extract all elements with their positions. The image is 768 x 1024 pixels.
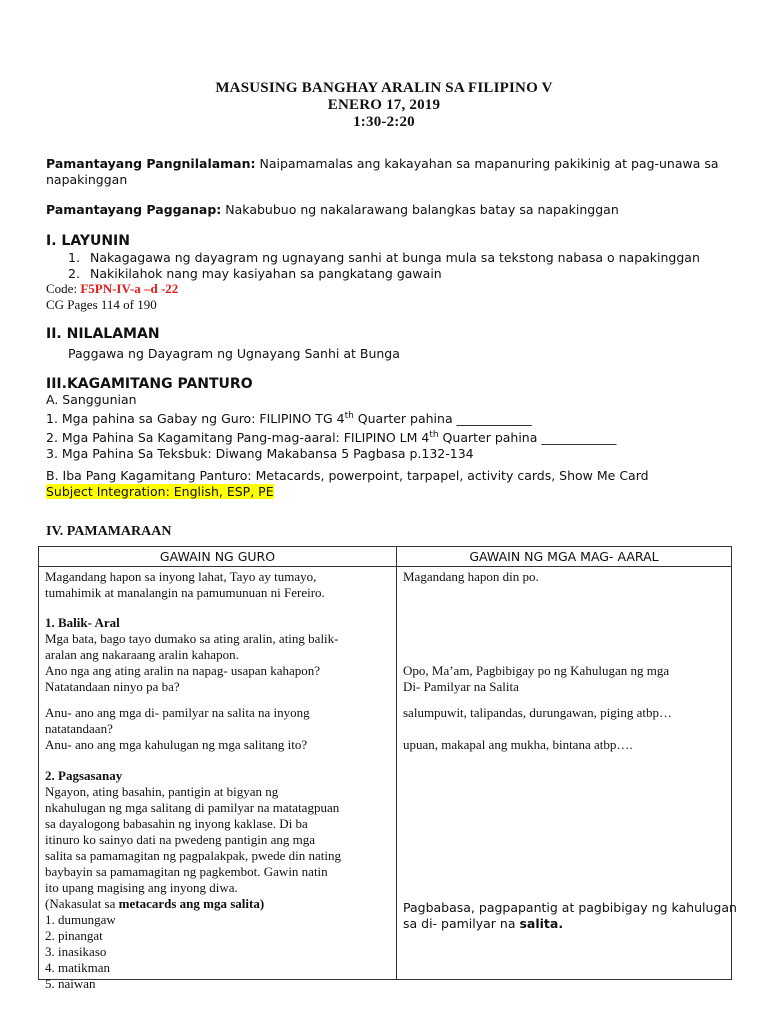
procedure-table (38, 546, 737, 991)
other-materials (46, 468, 746, 500)
code-value: F5PN-IV-a –d -22 (80, 281, 179, 296)
student-response: Pagbabasa, pagpapantig at pagbibigay ng kahulugan (403, 900, 737, 915)
subject-integration: Subject Integration: English, ESP, PE (46, 484, 274, 499)
list-item (68, 250, 738, 266)
layunin-list (68, 250, 738, 282)
content-standard (46, 156, 736, 188)
lesson-time: 1:30-2:20 (353, 114, 415, 130)
kagamitan-heading: III.KAGAMITANG PANTURO (46, 376, 253, 392)
list-item (68, 266, 738, 282)
reference-line-2 (46, 427, 746, 446)
reference-text: 2. Mga Pahina Sa Kagamitang Pang-mag-aaral: FILIPINO LM 4 (46, 430, 430, 446)
pagsasanay-line: Ngayon, ating basahin, pantigin at bigyan ng (45, 784, 279, 799)
nilalaman-heading: II. NILALAMAN (46, 326, 160, 342)
document-title (0, 80, 768, 131)
reference-text: Quarter pahina ____________ (353, 411, 532, 427)
list-item-text: Nakikilahok nang may kasiyahan sa pangkatang gawain (90, 266, 442, 281)
reference-line-1 (46, 408, 746, 427)
pagsasanay-line: ito upang magising ang inyong diwa. (45, 880, 238, 895)
kagamitan-list (46, 392, 746, 462)
metacards-note (45, 896, 264, 912)
list-item: 2. pinangat (45, 928, 103, 943)
pagsasanay-line: baybayin sa pamamagitan ng pagkembot. Gawin natin (45, 864, 328, 879)
balik-aral-line: natatandaan? (45, 721, 113, 736)
iba-pang-kagamitan: B. Iba Pang Kagamitang Panturo: Metacards, powerpoint, tarpapel, activity cards, Show Me Card (46, 468, 649, 483)
balik-aral-line: Ano nga ang ating aralin na napag- usapan kahapon? (45, 663, 321, 678)
content-standard-label: Pamantayang Pangnilalaman: (46, 156, 256, 171)
student-response: Di- Pamilyar na Salita (403, 679, 519, 694)
greeting-line: tumahimik at manalangin na pamumunuan ni Fereiro. (45, 585, 325, 600)
list-item: 3. inasikaso (45, 944, 107, 959)
response-bold-text: salita. (519, 916, 564, 931)
column-header-mag-aaral: GAWAIN NG MGA MAG- AARAL (397, 547, 732, 567)
note-bold-text: metacards ang mga salita) (118, 896, 265, 911)
pagsasanay-heading: 2. Pagsasanay (45, 768, 123, 783)
list-item-number: 1. (68, 250, 80, 265)
student-response: Magandang hapon din po. (403, 569, 539, 584)
reference-line-3: 3. Mga Pahina Sa Teksbuk: Diwang Makabansa 5 Pagbasa p.132-134 (46, 446, 474, 462)
mag-aaral-cell (397, 567, 737, 980)
lesson-date: ENERO 17, 2019 (327, 97, 441, 113)
greeting-line: Magandang hapon sa inyong lahat, Tayo ay tumayo, (45, 569, 317, 584)
balik-aral-line: aralan ang nakaraang aralin kahapon. (45, 647, 239, 662)
guro-cell (39, 567, 397, 991)
balik-aral-line: Natatandaan ninyo pa ba? (45, 679, 180, 694)
competency-code (46, 281, 178, 297)
cg-pages: CG Pages 114 of 190 (46, 297, 157, 312)
pagsasanay-line: sa dayalogong babasahin ng inyong kaklase. Di ba (45, 816, 308, 831)
performance-standard-label: Pamantayang Pagganap: (46, 202, 222, 217)
layunin-heading: I. LAYUNIN (46, 233, 130, 249)
reference-text: Quarter pahina ____________ (438, 430, 617, 446)
pagsasanay-line: itinuro ko sainyo dati na pwedeng pantigin ang mga (45, 832, 316, 847)
code-label: Code: (46, 281, 81, 296)
ordinal-suffix: th (344, 411, 354, 421)
student-response: Opo, Ma’am, Pagbibigay po ng Kahulugan ng mga (403, 663, 670, 678)
content-standard-text: Naipamamalas ang kakayahan sa mapanuring pakikinig at pag-unawa sa (259, 156, 719, 171)
student-response (403, 916, 563, 931)
content-standard-text-cont: napakinggan (46, 172, 128, 187)
lesson-plan-title: MASUSING BANGHAY ARALIN SA FILIPINO V (215, 80, 553, 96)
table-header-row (39, 547, 732, 567)
performance-standard-text: Nakabubuo ng nakalarawang balangkas batay sa napakinggan (225, 202, 619, 217)
column-header-guro: GAWAIN NG GURO (39, 547, 397, 567)
pamamaraan-heading: IV. PAMAMARAAN (46, 524, 172, 539)
note-text: (Nakasulat sa (45, 896, 119, 911)
student-response: upuan, makapal ang mukha, bintana atbp…. (403, 737, 633, 752)
list-item: 4. matikman (45, 960, 110, 975)
balik-aral-line: Anu- ano ang mga kahulugan ng mga salitang ito? (45, 737, 308, 752)
table-row (39, 567, 732, 980)
pagsasanay-line: nkahulugan ng mga salitang di pamilyar na matatagpuan (45, 800, 340, 815)
nilalaman-text: Paggawa ng Dayagram ng Ugnayang Sanhi at Bunga (68, 346, 400, 361)
performance-standard (46, 202, 736, 218)
list-item-text: Nakagagawa ng dayagram ng ugnayang sanhi at bunga mula sa tekstong nabasa o napakinggan (90, 250, 700, 265)
pagsasanay-line: salita sa pamamagitan ng pagpalakpak, pwede din nating (45, 848, 342, 863)
list-item: 5. naiwan (45, 976, 96, 991)
sanggunian-label: A. Sanggunian (46, 392, 137, 407)
balik-aral-line: Anu- ano ang mga di- pamilyar na salita na inyong (45, 705, 310, 720)
balik-aral-line: Mga bata, bago tayo dumako sa ating aralin, ating balik- (45, 631, 339, 646)
response-text: sa di- pamilyar na (403, 916, 520, 931)
list-item-number: 2. (68, 266, 80, 281)
reference-text: 1. Mga pahina sa Gabay ng Guro: FILIPINO TG 4 (46, 411, 345, 427)
list-item: 1. dumungaw (45, 912, 116, 927)
balik-aral-heading: 1. Balik- Aral (45, 615, 120, 630)
ordinal-suffix: th (429, 430, 439, 441)
student-response: salumpuwit, talipandas, durungawan, piging atbp… (403, 705, 672, 720)
